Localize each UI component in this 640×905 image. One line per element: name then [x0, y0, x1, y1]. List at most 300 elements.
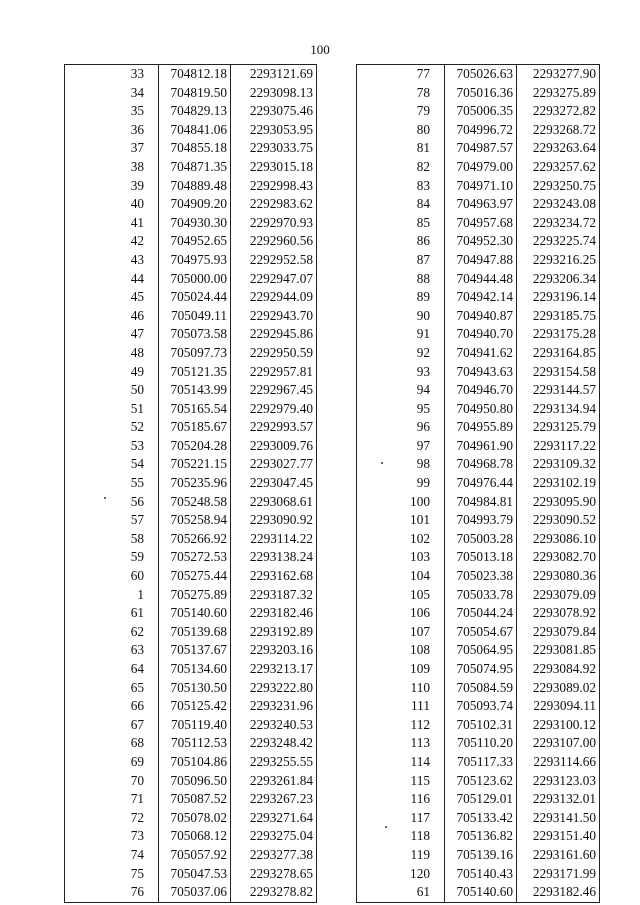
empty-cell — [65, 511, 127, 530]
empty-cell — [357, 474, 405, 493]
table-row — [357, 400, 600, 419]
x-coordinate-cell: 705024.44 — [159, 288, 231, 307]
table-row — [65, 586, 317, 605]
empty-cell — [65, 363, 127, 382]
y-coordinate-cell: 2293047.45 — [231, 474, 317, 493]
point-number-cell: 59 — [130, 549, 144, 565]
empty-cell — [65, 139, 127, 158]
y-coordinate-cell: 2293240.53 — [231, 716, 317, 735]
y-coordinate-cell: 2293257.62 — [517, 158, 600, 177]
point-number-cell: 100 — [410, 493, 430, 509]
y-coordinate-cell: 2293098.13 — [231, 84, 317, 103]
point-number-cell: 62 — [130, 623, 144, 639]
y-coordinate-cell: 2293277.90 — [517, 65, 600, 84]
empty-cell — [357, 455, 405, 474]
table-row — [357, 809, 600, 828]
table-row — [357, 883, 600, 902]
point-number-cell: 73 — [130, 828, 144, 844]
point-number-cell: 46 — [130, 307, 144, 323]
y-coordinate-cell: 2293125.79 — [517, 418, 600, 437]
y-coordinate-cell: 2292947.07 — [231, 270, 317, 289]
y-coordinate-cell: 2293271.64 — [231, 809, 317, 828]
x-coordinate-cell: 705140.43 — [445, 865, 517, 884]
point-number-cell: 107 — [410, 623, 430, 639]
point-number-cell: 86 — [416, 233, 430, 249]
y-coordinate-cell: 2293144.57 — [517, 381, 600, 400]
table-row — [65, 232, 317, 251]
empty-cell — [357, 865, 405, 884]
point-number-cell: 52 — [130, 419, 144, 435]
point-number-cell: 74 — [130, 846, 144, 862]
empty-cell — [65, 418, 127, 437]
table-row — [65, 697, 317, 716]
y-coordinate-cell: 2293278.82 — [231, 883, 317, 902]
table-row — [357, 641, 600, 660]
y-coordinate-cell: 2293275.04 — [231, 827, 317, 846]
point-number-cell: 97 — [416, 437, 430, 453]
table-row — [357, 232, 600, 251]
point-number-cell: 1 — [137, 586, 144, 602]
x-coordinate-cell: 705204.28 — [159, 437, 231, 456]
empty-cell — [65, 344, 127, 363]
x-coordinate-cell: 705097.73 — [159, 344, 231, 363]
y-coordinate-cell: 2293033.75 — [231, 139, 317, 158]
x-coordinate-cell: 704855.18 — [159, 139, 231, 158]
y-coordinate-cell: 2293268.72 — [517, 121, 600, 140]
point-number-cell: 101 — [410, 512, 430, 528]
empty-cell — [357, 753, 405, 772]
point-number-cell: 75 — [130, 865, 144, 881]
empty-cell — [357, 586, 405, 605]
table-row — [65, 102, 317, 121]
empty-cell — [65, 846, 127, 865]
x-coordinate-cell: 705087.52 — [159, 790, 231, 809]
empty-cell — [357, 623, 405, 642]
point-number-cell: 49 — [130, 363, 144, 379]
y-coordinate-cell: 2293079.09 — [517, 586, 600, 605]
table-row — [65, 121, 317, 140]
empty-cell — [357, 158, 405, 177]
point-number-cell: 65 — [130, 679, 144, 695]
table-row — [357, 121, 600, 140]
point-number-cell: 78 — [416, 84, 430, 100]
x-coordinate-cell: 704996.72 — [445, 121, 517, 140]
table-row — [65, 400, 317, 419]
y-coordinate-cell: 2293161.60 — [517, 846, 600, 865]
x-coordinate-cell: 705133.42 — [445, 809, 517, 828]
x-coordinate-cell: 705026.63 — [445, 65, 517, 84]
x-coordinate-cell: 705078.02 — [159, 809, 231, 828]
table-row — [357, 437, 600, 456]
y-coordinate-cell: 2293171.99 — [517, 865, 600, 884]
x-coordinate-cell: 705258.94 — [159, 511, 231, 530]
point-number-cell: 45 — [130, 289, 144, 305]
table-row — [357, 307, 600, 326]
point-number-cell: 51 — [130, 400, 144, 416]
table-row — [357, 177, 600, 196]
point-number-cell: 90 — [416, 307, 430, 323]
point-number-cell: 58 — [130, 530, 144, 546]
x-coordinate-cell: 704952.30 — [445, 232, 517, 251]
x-coordinate-cell: 704942.14 — [445, 288, 517, 307]
point-number-cell: 41 — [130, 214, 144, 230]
point-number-cell: 115 — [410, 772, 430, 788]
empty-cell — [357, 493, 405, 512]
table-row — [65, 418, 317, 437]
x-coordinate-cell: 705068.12 — [159, 827, 231, 846]
table-row — [65, 511, 317, 530]
y-coordinate-cell: 2293250.75 — [517, 177, 600, 196]
table-row — [65, 753, 317, 772]
y-coordinate-cell: 2293102.19 — [517, 474, 600, 493]
empty-cell — [357, 716, 405, 735]
y-coordinate-cell: 2293154.58 — [517, 363, 600, 382]
empty-cell — [65, 121, 127, 140]
y-coordinate-cell: 2292993.57 — [231, 418, 317, 437]
point-number-cell: 54 — [130, 456, 144, 472]
empty-cell — [65, 102, 127, 121]
table-row — [65, 493, 317, 512]
x-coordinate-cell: 705054.67 — [445, 623, 517, 642]
point-number-cell: 89 — [416, 289, 430, 305]
empty-cell — [65, 270, 127, 289]
x-coordinate-cell: 705185.67 — [159, 418, 231, 437]
y-coordinate-cell: 2293213.17 — [231, 660, 317, 679]
table-row — [65, 827, 317, 846]
x-coordinate-cell: 705143.99 — [159, 381, 231, 400]
point-number-cell: 57 — [130, 512, 144, 528]
empty-cell — [357, 232, 405, 251]
x-coordinate-cell: 705134.60 — [159, 660, 231, 679]
empty-cell — [65, 734, 127, 753]
x-coordinate-cell: 705117.33 — [445, 753, 517, 772]
table-row — [357, 455, 600, 474]
point-number-cell: 60 — [130, 568, 144, 584]
y-coordinate-cell: 2292998.43 — [231, 177, 317, 196]
table-row — [65, 548, 317, 567]
x-coordinate-cell: 704984.81 — [445, 493, 517, 512]
y-coordinate-cell: 2293151.40 — [517, 827, 600, 846]
empty-cell — [65, 381, 127, 400]
empty-cell — [65, 158, 127, 177]
table-row — [65, 325, 317, 344]
point-number-cell: 108 — [410, 642, 430, 658]
empty-cell — [357, 363, 405, 382]
y-coordinate-cell: 2293261.84 — [231, 772, 317, 791]
point-number-cell: 33 — [126, 65, 159, 84]
table-row — [65, 809, 317, 828]
empty-cell — [357, 177, 405, 196]
x-coordinate-cell: 704871.35 — [159, 158, 231, 177]
y-coordinate-cell: 2292945.86 — [231, 325, 317, 344]
y-coordinate-cell: 2293175.28 — [517, 325, 600, 344]
empty-cell — [357, 288, 405, 307]
coordinate-table-right — [356, 64, 600, 903]
table-row — [65, 623, 317, 642]
y-coordinate-cell: 2293272.82 — [517, 102, 600, 121]
table-row — [357, 288, 600, 307]
x-coordinate-cell: 704963.97 — [445, 195, 517, 214]
x-coordinate-cell: 705044.24 — [445, 604, 517, 623]
point-number-cell: 42 — [130, 233, 144, 249]
table-row — [357, 753, 600, 772]
point-number-cell: 61 — [404, 883, 445, 902]
y-coordinate-cell: 2293081.85 — [517, 641, 600, 660]
x-coordinate-cell: 705248.58 — [159, 493, 231, 512]
y-coordinate-cell: 2293084.92 — [517, 660, 600, 679]
empty-cell — [65, 214, 127, 233]
table-row — [65, 846, 317, 865]
y-coordinate-cell: 2292979.40 — [231, 400, 317, 419]
point-number-cell: 120 — [410, 865, 430, 881]
y-coordinate-cell: 2293263.64 — [517, 139, 600, 158]
x-coordinate-cell: 705074.95 — [445, 660, 517, 679]
empty-cell — [65, 790, 127, 809]
table-row — [357, 827, 600, 846]
table-row — [65, 65, 317, 84]
table-row — [65, 772, 317, 791]
x-coordinate-cell: 705096.50 — [159, 772, 231, 791]
empty-cell — [357, 511, 405, 530]
x-coordinate-cell: 704819.50 — [159, 84, 231, 103]
y-coordinate-cell: 2293206.34 — [517, 270, 600, 289]
empty-cell — [65, 195, 127, 214]
table-row — [65, 307, 317, 326]
x-coordinate-cell: 705235.96 — [159, 474, 231, 493]
table-row — [357, 567, 600, 586]
x-coordinate-cell: 705125.42 — [159, 697, 231, 716]
empty-cell — [357, 734, 405, 753]
point-number-cell: 35 — [130, 103, 144, 119]
table-row — [65, 139, 317, 158]
empty-cell — [357, 567, 405, 586]
empty-cell — [357, 809, 405, 828]
page-number: 100 — [310, 42, 330, 57]
x-coordinate-cell: 705119.40 — [159, 716, 231, 735]
x-coordinate-cell: 705023.38 — [445, 567, 517, 586]
x-coordinate-cell: 705123.62 — [445, 772, 517, 791]
point-number-cell: 83 — [416, 177, 430, 193]
empty-cell — [357, 437, 405, 456]
point-number-cell: 110 — [410, 679, 430, 695]
y-coordinate-cell: 2293196.14 — [517, 288, 600, 307]
point-number-cell: 93 — [416, 363, 430, 379]
y-coordinate-cell: 2293090.92 — [231, 511, 317, 530]
point-number-cell: 48 — [130, 344, 144, 360]
y-coordinate-cell: 2293225.74 — [517, 232, 600, 251]
table-row — [357, 84, 600, 103]
point-number-cell: 91 — [416, 326, 430, 342]
y-coordinate-cell: 2293231.96 — [231, 697, 317, 716]
point-number-cell: 112 — [410, 716, 430, 732]
empty-cell — [357, 641, 405, 660]
table-row — [357, 865, 600, 884]
x-coordinate-cell: 705033.78 — [445, 586, 517, 605]
table-row — [65, 641, 317, 660]
y-coordinate-cell: 2292960.56 — [231, 232, 317, 251]
point-number-cell: 67 — [130, 716, 144, 732]
x-coordinate-cell: 704976.44 — [445, 474, 517, 493]
empty-cell — [357, 325, 405, 344]
table-row — [357, 474, 600, 493]
y-coordinate-cell: 2293192.89 — [231, 623, 317, 642]
empty-cell — [357, 84, 405, 103]
table-row — [65, 455, 317, 474]
y-coordinate-cell: 2293009.76 — [231, 437, 317, 456]
table-row — [357, 734, 600, 753]
table-row — [357, 586, 600, 605]
point-number-cell: 53 — [130, 437, 144, 453]
point-number-cell: 39 — [130, 177, 144, 193]
table-row — [357, 65, 600, 84]
empty-cell — [65, 177, 127, 196]
table-row — [65, 679, 317, 698]
y-coordinate-cell: 2292950.59 — [231, 344, 317, 363]
y-coordinate-cell: 2293162.68 — [231, 567, 317, 586]
point-number-cell: 80 — [416, 121, 430, 137]
y-coordinate-cell: 2292944.09 — [231, 288, 317, 307]
x-coordinate-cell: 704930.30 — [159, 214, 231, 233]
x-coordinate-cell: 704841.06 — [159, 121, 231, 140]
x-coordinate-cell: 705093.74 — [445, 697, 517, 716]
table-row — [65, 214, 317, 233]
y-coordinate-cell: 2293243.08 — [517, 195, 600, 214]
y-coordinate-cell: 2293082.70 — [517, 548, 600, 567]
x-coordinate-cell: 705140.60 — [159, 604, 231, 623]
y-coordinate-cell: 2293079.84 — [517, 623, 600, 642]
table-row — [357, 102, 600, 121]
empty-cell — [357, 418, 405, 437]
empty-cell — [65, 400, 127, 419]
table-row — [65, 344, 317, 363]
empty-cell — [65, 586, 127, 605]
x-coordinate-cell: 705006.35 — [445, 102, 517, 121]
table-row — [65, 567, 317, 586]
point-number-cell: 47 — [130, 326, 144, 342]
point-number-cell: 84 — [416, 196, 430, 212]
x-coordinate-cell: 704971.10 — [445, 177, 517, 196]
x-coordinate-cell: 704889.48 — [159, 177, 231, 196]
point-number-cell: 79 — [416, 103, 430, 119]
y-coordinate-cell: 2293109.32 — [517, 455, 600, 474]
table-row — [357, 548, 600, 567]
point-number-cell: 82 — [416, 158, 430, 174]
y-coordinate-cell: 2293187.32 — [231, 586, 317, 605]
table-row — [357, 363, 600, 382]
x-coordinate-cell: 705275.89 — [159, 586, 231, 605]
table-row — [357, 418, 600, 437]
empty-cell — [357, 139, 405, 158]
empty-cell — [65, 772, 127, 791]
empty-cell — [65, 530, 127, 549]
empty-cell — [65, 474, 127, 493]
empty-cell — [65, 883, 127, 902]
empty-cell — [357, 827, 405, 846]
empty-cell — [65, 679, 127, 698]
empty-cell — [357, 679, 405, 698]
empty-cell — [65, 604, 127, 623]
x-coordinate-cell: 705136.82 — [445, 827, 517, 846]
point-number-cell: 106 — [410, 605, 430, 621]
y-coordinate-cell: 2293182.46 — [231, 604, 317, 623]
table-row — [65, 716, 317, 735]
point-number-cell: 116 — [410, 791, 430, 807]
y-coordinate-cell: 2293095.90 — [517, 493, 600, 512]
table-row — [357, 158, 600, 177]
x-coordinate-cell: 704946.70 — [445, 381, 517, 400]
table-row — [357, 195, 600, 214]
table-row — [65, 251, 317, 270]
empty-cell — [357, 344, 405, 363]
y-coordinate-cell: 2293068.61 — [231, 493, 317, 512]
point-number-cell: 50 — [130, 382, 144, 398]
empty-cell — [65, 716, 127, 735]
table-row — [357, 530, 600, 549]
table-row — [357, 251, 600, 270]
x-coordinate-cell: 705121.35 — [159, 363, 231, 382]
empty-cell — [65, 660, 127, 679]
table-row — [65, 437, 317, 456]
table-row — [65, 195, 317, 214]
y-coordinate-cell: 2293141.50 — [517, 809, 600, 828]
table-row — [65, 883, 317, 902]
empty-cell — [357, 65, 405, 84]
empty-cell — [357, 772, 405, 791]
empty-cell — [65, 251, 127, 270]
empty-cell — [65, 865, 127, 884]
x-coordinate-cell: 704993.79 — [445, 511, 517, 530]
x-coordinate-cell: 705139.16 — [445, 846, 517, 865]
point-number-cell: 109 — [410, 661, 430, 676]
x-coordinate-cell: 704812.18 — [159, 65, 231, 84]
empty-cell — [65, 232, 127, 251]
empty-cell — [357, 307, 405, 326]
y-coordinate-cell: 2293094.11 — [517, 697, 600, 716]
point-number-cell: 63 — [130, 642, 144, 658]
table-row — [357, 344, 600, 363]
empty-cell — [357, 251, 405, 270]
y-coordinate-cell: 2293089.02 — [517, 679, 600, 698]
y-coordinate-cell: 2292970.93 — [231, 214, 317, 233]
x-coordinate-cell: 704979.00 — [445, 158, 517, 177]
table-row — [357, 511, 600, 530]
scan-speck — [385, 826, 387, 828]
table-row — [357, 325, 600, 344]
x-coordinate-cell: 704940.87 — [445, 307, 517, 326]
x-coordinate-cell: 704987.57 — [445, 139, 517, 158]
empty-cell — [357, 697, 405, 716]
point-number-cell: 72 — [130, 809, 144, 825]
table-row — [65, 734, 317, 753]
table-row — [65, 865, 317, 884]
x-coordinate-cell: 705110.20 — [445, 734, 517, 753]
x-coordinate-cell: 704943.63 — [445, 363, 517, 382]
point-number-cell: 117 — [410, 809, 430, 825]
point-number-cell: 104 — [410, 568, 430, 584]
x-coordinate-cell: 704957.68 — [445, 214, 517, 233]
point-number-cell: 111 — [411, 698, 430, 714]
empty-cell — [357, 121, 405, 140]
empty-cell — [357, 883, 405, 902]
table-row — [65, 530, 317, 549]
empty-cell — [65, 455, 127, 474]
empty-cell — [65, 623, 127, 642]
x-coordinate-cell: 705003.28 — [445, 530, 517, 549]
empty-cell — [65, 567, 127, 586]
y-coordinate-cell: 2293114.66 — [517, 753, 600, 772]
table-row — [65, 660, 317, 679]
table-row — [357, 660, 600, 679]
